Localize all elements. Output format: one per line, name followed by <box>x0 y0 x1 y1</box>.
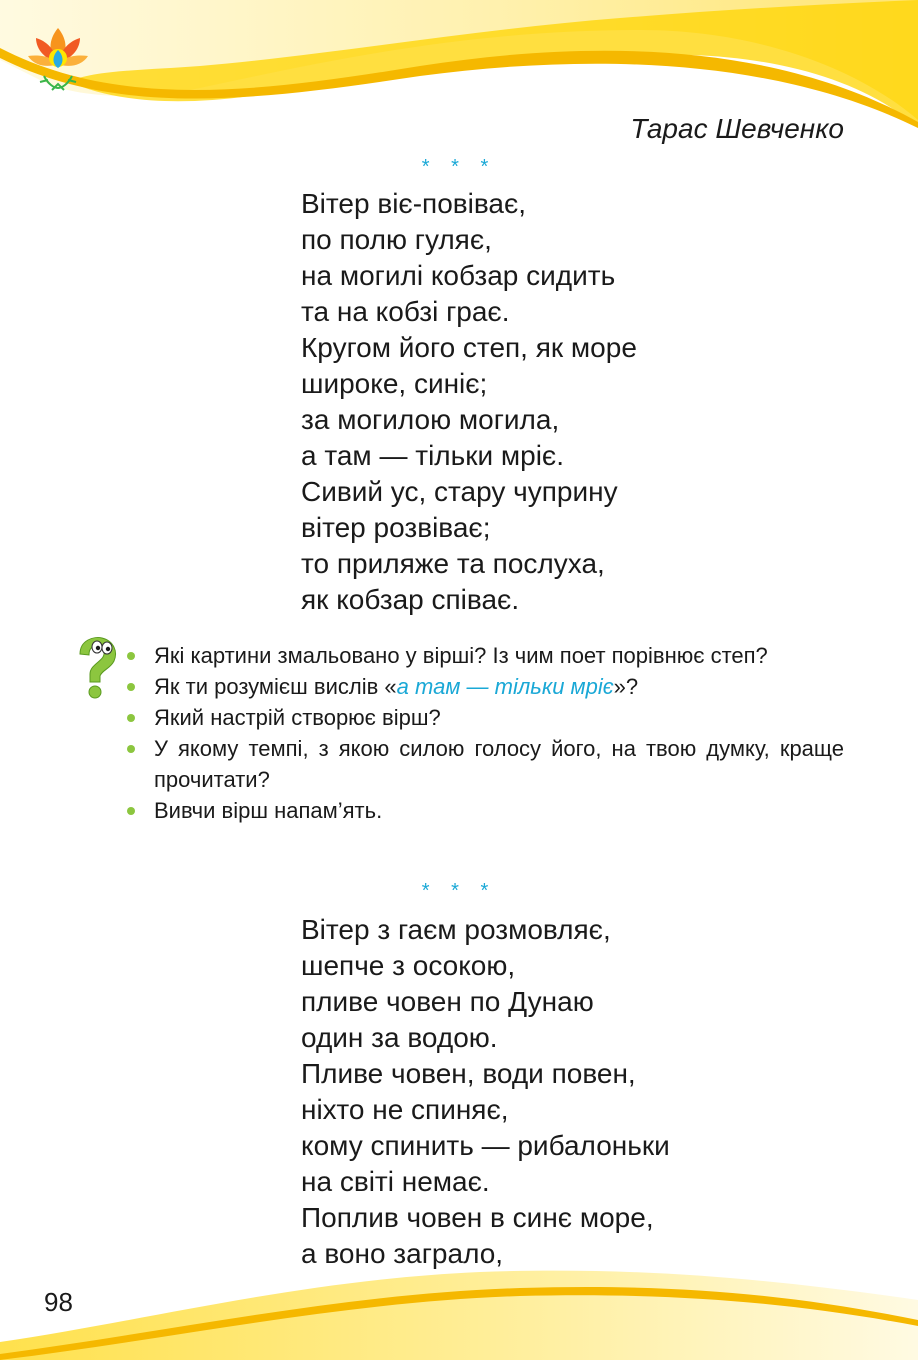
question-text: Які картини змальовано у вірші? Із чим поет порівнює степ? <box>154 643 768 668</box>
poem-line: Вітер віє-повіває, <box>301 188 527 219</box>
question-item <box>124 702 844 733</box>
page-number: 98 <box>44 1287 73 1317</box>
poem-line: кому спинить — рибалоньки <box>301 1130 670 1161</box>
question-text: У якому темпі, з якою силою голосу його, на твою думку, краще прочитати? <box>154 736 844 792</box>
question-item <box>124 671 844 702</box>
poem-line: то приляже та послуха, <box>301 548 605 579</box>
question-text: Який настрій створює вірш? <box>154 705 441 730</box>
bottom-wave-decoration <box>0 1250 918 1360</box>
folk-flower-icon <box>26 22 90 98</box>
poem-line: як кобзар співає. <box>301 584 520 615</box>
poem-line: на світі немає. <box>301 1166 490 1197</box>
stanza-separator: * * * <box>421 880 497 902</box>
question-item <box>124 795 844 826</box>
poem-author: Тарас Шевченко <box>630 113 844 144</box>
poem-line: Кругом його степ, як море <box>301 332 637 363</box>
question-text: Як ти розумієш вислів « <box>154 674 397 699</box>
stanza-separator: * * * <box>421 156 497 178</box>
quoted-phrase: а там — тільки мріє <box>396 674 614 699</box>
poem-line: вітер розвіває; <box>301 512 491 543</box>
poem-line: широке, синіє; <box>301 368 488 399</box>
poem-line: на могилі кобзар сидить <box>301 260 616 291</box>
question-mark-character-icon <box>72 634 122 700</box>
question-text: »? <box>613 674 639 699</box>
poem-line: один за водою. <box>301 1022 498 1053</box>
poem-2 <box>301 912 670 1272</box>
poem-line: по полю гуляє, <box>301 224 492 255</box>
poem-line: а воно заграло, <box>301 1238 504 1269</box>
poem-line: ніхто не спиняє, <box>301 1094 509 1125</box>
question-item <box>124 733 844 795</box>
poem-line: Пливе човен, води повен, <box>301 1058 636 1089</box>
poem-line: а там — тільки мріє. <box>301 440 564 471</box>
top-wave-decoration <box>0 0 918 130</box>
question-item <box>124 640 844 671</box>
poem-line: та на кобзі грає. <box>301 296 510 327</box>
poem-line: шепче з осокою, <box>301 950 516 981</box>
poem-1 <box>301 186 637 618</box>
poem-line: Вітер з гаєм розмовляє, <box>301 914 611 945</box>
poem-line: пливе човен по Дунаю <box>301 986 594 1017</box>
question-list <box>124 640 844 826</box>
poem-line: за могилою могила, <box>301 404 560 435</box>
question-text: Вивчи вірш напам’ять. <box>154 798 383 823</box>
poem-line: Сивий ус, стару чуприну <box>301 476 618 507</box>
poem-line: Поплив човен в синє море, <box>301 1202 654 1233</box>
